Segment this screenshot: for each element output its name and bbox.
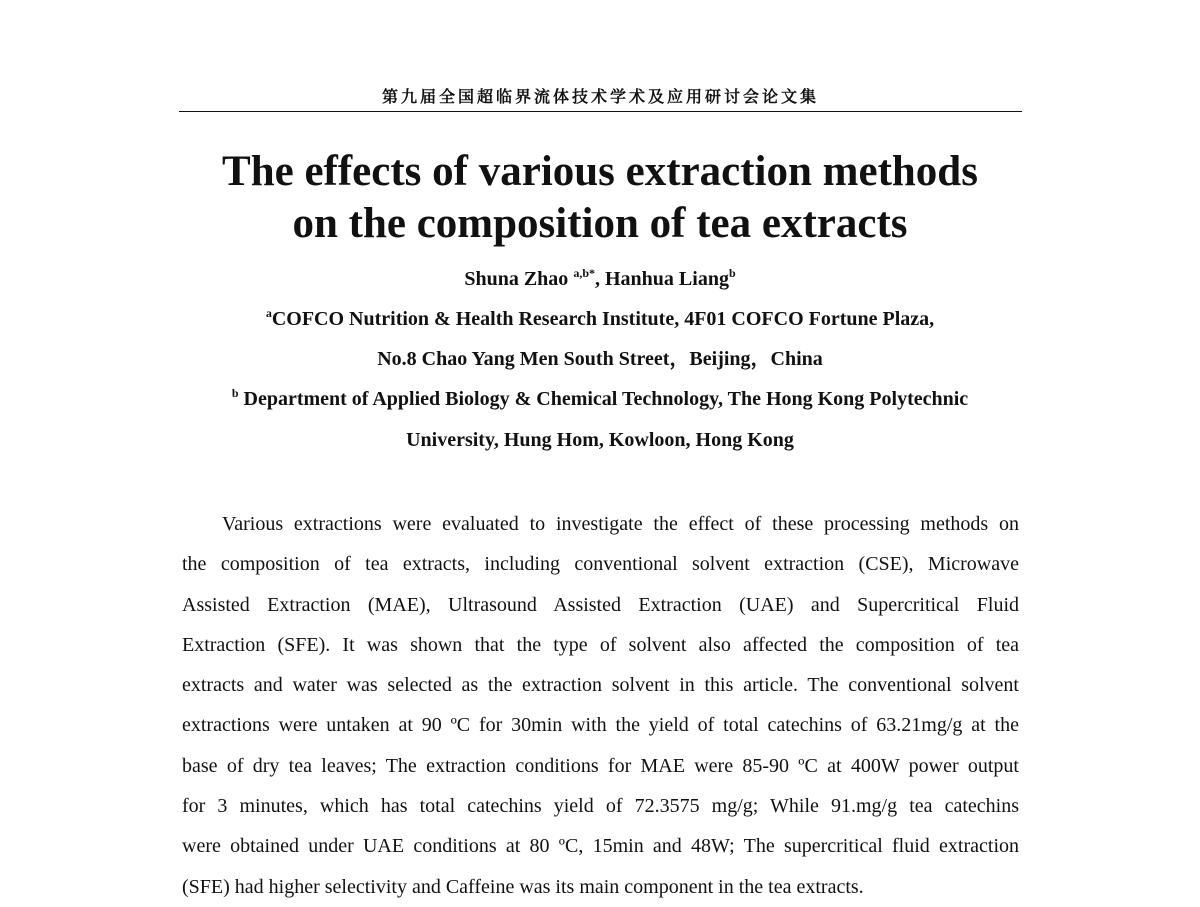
abstract-line: base of dry tea leaves; The extraction conditions for MAE were 85-90 ºC at 400W power output [182, 754, 1019, 777]
author-list [150, 266, 1050, 292]
author-1-name: Shuna Zhao [464, 268, 569, 290]
paper-title [150, 146, 1050, 250]
author-2-affiliation-marker: b [728, 266, 736, 280]
proceedings-running-header: 第九届全国超临界流体技术学术及应用研讨会论文集 [381, 87, 819, 106]
author-2-name: Hanhua Liang [605, 268, 729, 290]
affiliation-a-line-2: No.8 Chao Yang Men South Street，Beijing，China [377, 348, 823, 370]
abstract-line: Extraction (SFE). It was shown that the type of solvent also affected the composition of tea [182, 633, 1019, 656]
abstract-line: (SFE) had higher selectivity and Caffeine was its main component in the tea extracts. [182, 875, 864, 898]
affiliation-a-text-1: COFCO Nutrition & Health Research Institute, 4F01 COFCO Fortune Plaza, [271, 308, 935, 330]
abstract-line: extracts and water was selected as the extraction solvent in this article. The conventional solvent [182, 674, 1019, 697]
author-separator: , [595, 268, 605, 290]
affiliation-a-marker: a [265, 306, 272, 320]
abstract-line: Assisted Extraction (MAE), Ultrasound Assisted Extraction (UAE) and Supercritical Fluid [182, 593, 1019, 616]
paper-title-line-2: on the composition of tea extracts [292, 200, 908, 247]
header-divider [179, 111, 1022, 112]
abstract-line: the composition of tea extracts, including conventional solvent extraction (CSE), Microwave [182, 553, 1019, 576]
abstract-line: extractions were untaken at 90 ºC for 30min with the yield of total catechins of 63.21mg/g at the [182, 714, 1019, 737]
abstract-line: were obtained under UAE conditions at 80 ºC, 15min and 48W; The supercritical fluid extraction [182, 835, 1019, 858]
affiliation-b-text-1: Department of Applied Biology & Chemical Technology, The Hong Kong Polytechnic [243, 388, 969, 410]
affiliation-b-line-1 [150, 386, 1050, 412]
author-1-affiliation-marker: a,b* [573, 266, 595, 280]
abstract-line: Various extractions were evaluated to investigate the effect of these processing methods on [222, 513, 1019, 535]
affiliation-b-line-2: University, Hung Hom, Kowloon, Hong Kong [406, 429, 794, 451]
affiliation-b-marker: b [231, 386, 239, 400]
paper-title-line-1: The effects of various extraction methods [222, 148, 978, 195]
abstract-paragraph [182, 504, 1019, 907]
affiliation-a-line-1 [150, 306, 1050, 332]
abstract-line: for 3 minutes, which has total catechins yield of 72.3575 mg/g; While 91.mg/g tea catechins [182, 795, 1019, 818]
